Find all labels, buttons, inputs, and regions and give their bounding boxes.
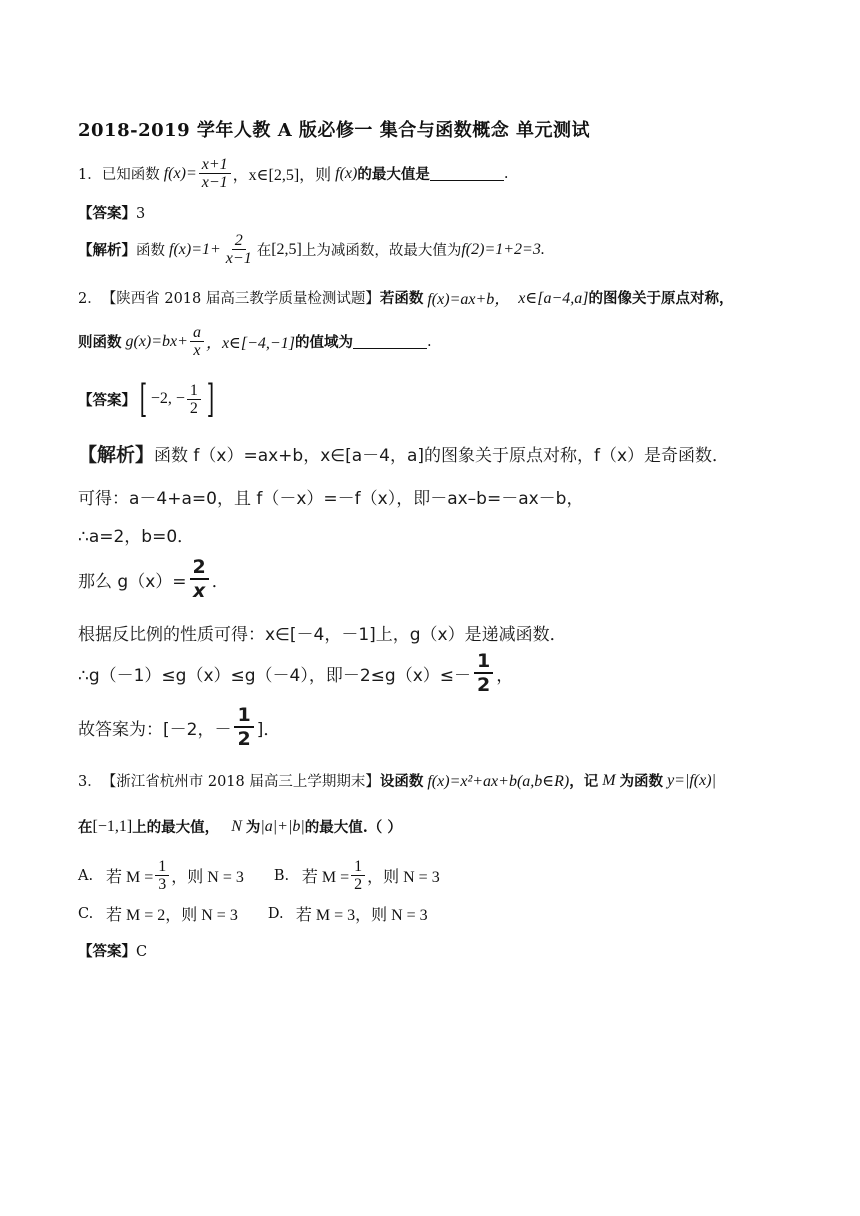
fraction-denominator: x−1 <box>225 250 252 267</box>
options-row-2 <box>78 902 428 925</box>
interval-left: −2, − <box>150 390 185 407</box>
fraction-denominator: x <box>193 342 201 359</box>
fraction <box>199 156 231 191</box>
question-2-line-2 <box>78 324 432 359</box>
question-text: 的最大值是 <box>357 166 430 183</box>
abs-sum: |a|+|b| <box>260 817 305 835</box>
function-def: g(x)=bx+ <box>125 332 188 350</box>
option-d-label: D. <box>267 905 284 922</box>
option-b-text: ，则 N = 3 <box>367 869 440 886</box>
question-2 <box>78 286 733 309</box>
analysis-2-line-2: 可得：a－4+a=0，且 f（－x）=－f（x），即－ax–b=－ax－b， <box>78 489 584 509</box>
interval-bracket <box>136 377 218 421</box>
question-source: 【浙江省杭州市 2018 届高三上学期期末】 <box>101 774 380 790</box>
question-text: 为 <box>245 819 261 836</box>
fraction-denominator: 3 <box>158 876 167 893</box>
fraction-denominator: 2 <box>477 674 491 696</box>
interval: [−1,1] <box>92 817 133 835</box>
analysis-text: ]． <box>256 719 281 740</box>
question-text: 则函数 <box>78 334 122 351</box>
question-end: . <box>426 333 432 350</box>
option-b-label: B. <box>273 867 290 884</box>
analysis-1 <box>78 232 545 267</box>
fraction <box>155 858 169 893</box>
question-text: 若函数 <box>379 290 424 307</box>
question-3 <box>78 770 716 791</box>
analysis-text: 故答案为：[－2，－ <box>78 719 232 740</box>
analysis-text: 那么 g（x）= <box>78 571 187 592</box>
analysis-2-line-5: 根据反比例的性质可得：x∈[－4，－1]上，g（x）是递减函数． <box>78 625 567 645</box>
analysis-2-line-7 <box>78 704 280 750</box>
option-a-text: ，则 N = 3 <box>171 869 244 886</box>
fraction-numerator: a <box>190 324 204 342</box>
fraction-numerator: 1 <box>351 858 365 876</box>
answer-3 <box>78 940 147 961</box>
analysis-text: 在 <box>256 243 272 259</box>
analysis-text: 函数 f（x）=ax+b，x∈[a－4，a]的图象关于原点对称，f（x）是奇函数． <box>154 446 730 466</box>
fraction <box>223 232 255 267</box>
options-row-1 <box>78 858 440 893</box>
fraction-numerator: 2 <box>232 232 246 250</box>
answer-value: C <box>136 944 148 960</box>
right-bracket: ] <box>206 377 214 421</box>
fraction-denominator: 2 <box>237 728 251 750</box>
analysis-2-line-4 <box>78 556 229 602</box>
option-c-text: 若 M = 2，则 N = 3 <box>106 907 238 924</box>
question-text: ，记 <box>569 773 599 790</box>
result: f(2)=1+2=3. <box>461 240 545 258</box>
fraction-numerator: 1 <box>474 650 493 674</box>
answer-value: 3 <box>136 206 146 222</box>
fraction-numerator: 2 <box>190 556 209 580</box>
answer-label: 【答案】 <box>78 205 136 222</box>
question-text: 设函数 <box>379 773 424 790</box>
fraction-numerator: 1 <box>187 382 201 400</box>
option-c-label: C. <box>78 905 94 922</box>
interval: [2,5] <box>271 240 302 258</box>
answer-2 <box>78 377 218 421</box>
analysis-2-line-1 <box>78 440 729 467</box>
option-a-text: 若 M = <box>106 869 154 886</box>
domain-text: ，x∈[−4,−1] <box>205 335 295 352</box>
question-text: 在 <box>78 819 93 836</box>
analysis-text: 函数 <box>136 243 165 259</box>
option-b-text: 若 M = <box>301 869 350 886</box>
question-3-line-2 <box>78 816 402 837</box>
left-bracket: [ <box>139 377 148 421</box>
answer-label: 【答案】 <box>78 943 136 960</box>
analysis-text: ． <box>211 571 229 592</box>
option-a-label: A. <box>78 867 94 884</box>
fraction-numerator: 1 <box>234 704 253 728</box>
fraction <box>187 382 201 417</box>
question-source: 【陕西省 2018 届高三教学质量检测试题】 <box>101 291 380 307</box>
fraction <box>474 650 493 696</box>
function-lhs: f(x)= <box>163 164 197 182</box>
answer-blank <box>430 166 504 181</box>
question-text: 的最大值.（ ） <box>304 819 402 836</box>
fraction-denominator: x−1 <box>201 174 228 191</box>
analysis-label: 【解析】 <box>78 444 155 466</box>
function-def: y=|f(x)| <box>667 771 716 789</box>
question-number: 2． <box>78 291 102 307</box>
question-text: 为函数 <box>619 773 664 790</box>
domain-text: x∈[a−4,a] <box>518 289 589 307</box>
function-def: f(x)=x²+ax+b(a,b∈R) <box>427 772 570 790</box>
analysis-text: ， <box>496 665 514 686</box>
variable-N: N <box>231 817 242 835</box>
fraction-denominator: 2 <box>354 876 363 893</box>
function-ref: f(x) <box>335 164 358 182</box>
answer-blank <box>353 334 427 349</box>
answer-label: 【答案】 <box>78 391 136 409</box>
fraction-denominator: 2 <box>189 399 198 417</box>
option-d-text: 若 M = 3，则 N = 3 <box>295 907 428 924</box>
fraction-denominator: x <box>192 580 206 602</box>
fraction-numerator: x+1 <box>199 156 231 174</box>
question-1 <box>78 156 508 191</box>
analysis-2-line-3: ∴a=2，b=0． <box>78 527 195 547</box>
analysis-label: 【解析】 <box>78 242 136 259</box>
question-text: 的值域为 <box>294 334 353 351</box>
page-title: 2018-2019 学年人教 A 版必修一 集合与函数概念 单元测试 <box>78 120 590 141</box>
analysis-2-line-6 <box>78 650 513 696</box>
fraction-numerator: 1 <box>155 858 169 876</box>
question-text: 已知函数 <box>101 167 160 183</box>
fraction <box>234 704 253 750</box>
fraction <box>190 324 204 359</box>
fraction <box>351 858 365 893</box>
question-text: 的图像关于原点对称， <box>588 290 734 307</box>
analysis-text: ∴g（－1）≤g（x）≤g（－4），即－2≤g（x）≤－ <box>78 665 472 686</box>
answer-1 <box>78 202 145 223</box>
question-end: . <box>503 165 509 182</box>
question-text: 上的最大值， <box>132 819 220 836</box>
analysis-text: 上为减函数，故最大值为 <box>301 243 462 259</box>
function-def: f(x)=ax+b， <box>427 291 511 308</box>
question-number: 1． <box>78 167 102 183</box>
fraction <box>190 556 209 602</box>
domain-text: ，x∈[2,5]，则 <box>232 167 332 184</box>
function-lhs: f(x)=1+ <box>169 240 221 258</box>
variable-M: M <box>602 771 616 789</box>
question-number: 3． <box>78 774 102 790</box>
